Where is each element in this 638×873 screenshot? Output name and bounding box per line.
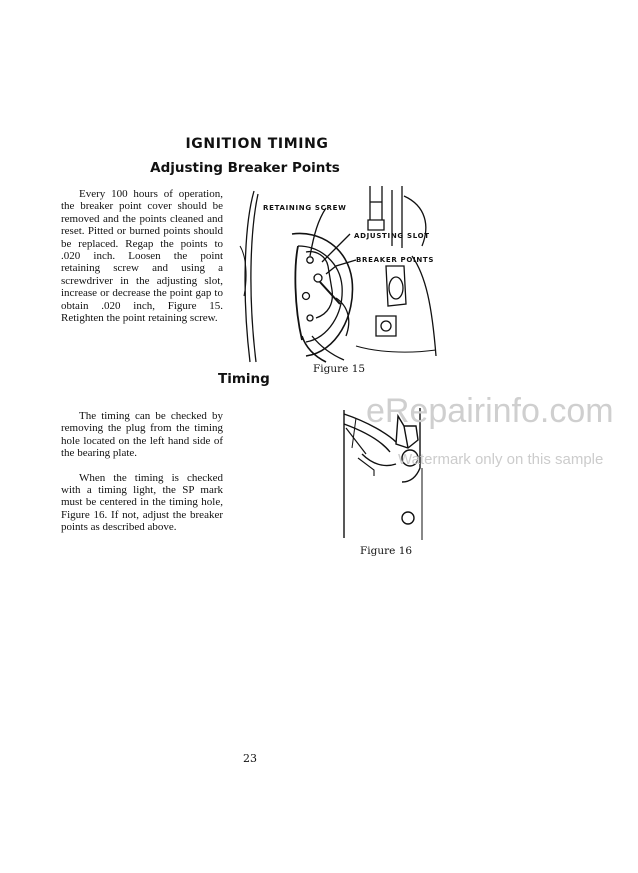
subsection-title: Adjusting Breaker Points	[150, 160, 340, 176]
breaker-points-paragraph: Every 100 hours of operation, the breaker point cover should be removed and the points cleaned and reset. Pitted or burned points should be replaced. Regap the points to .020 inch. Loosen the point retaining screw and using a screwdriver in the adjusting slot, increase or decrease the point gap to obtain .020 inch, Figure 15. Retighten the point retaining screw.	[61, 188, 223, 325]
callout-breaker-points: BREAKER POINTS	[356, 256, 435, 264]
figure-15-caption: Figure 15	[313, 363, 366, 375]
breaker-points-text	[61, 188, 223, 324]
callout-adjusting-slot: ADJUSTING SLOT	[354, 232, 430, 240]
watermark-notice: Watermark only on this sample	[398, 451, 604, 468]
figure-16-caption: Figure 16	[360, 545, 413, 557]
watermark-brand: eRepairinfo.com	[366, 392, 614, 430]
timing-heading: Timing	[218, 371, 270, 387]
page-number: 23	[243, 752, 257, 765]
section-title: IGNITION TIMING	[185, 136, 329, 152]
timing-paragraph-1: The timing can be checked by removing the plug from the timing hole located on the left hand side of the bearing plate.	[61, 410, 223, 460]
figure-15-illustration	[236, 186, 448, 364]
timing-paragraph-2: When the timing is checked with a timing light, the SP mark must be centered in the timing hole, Figure 16. If not, adjust the breaker points as described above.	[61, 471, 223, 534]
timing-text	[61, 410, 223, 534]
callout-retaining-screw: RETAINING SCREW	[263, 204, 347, 212]
